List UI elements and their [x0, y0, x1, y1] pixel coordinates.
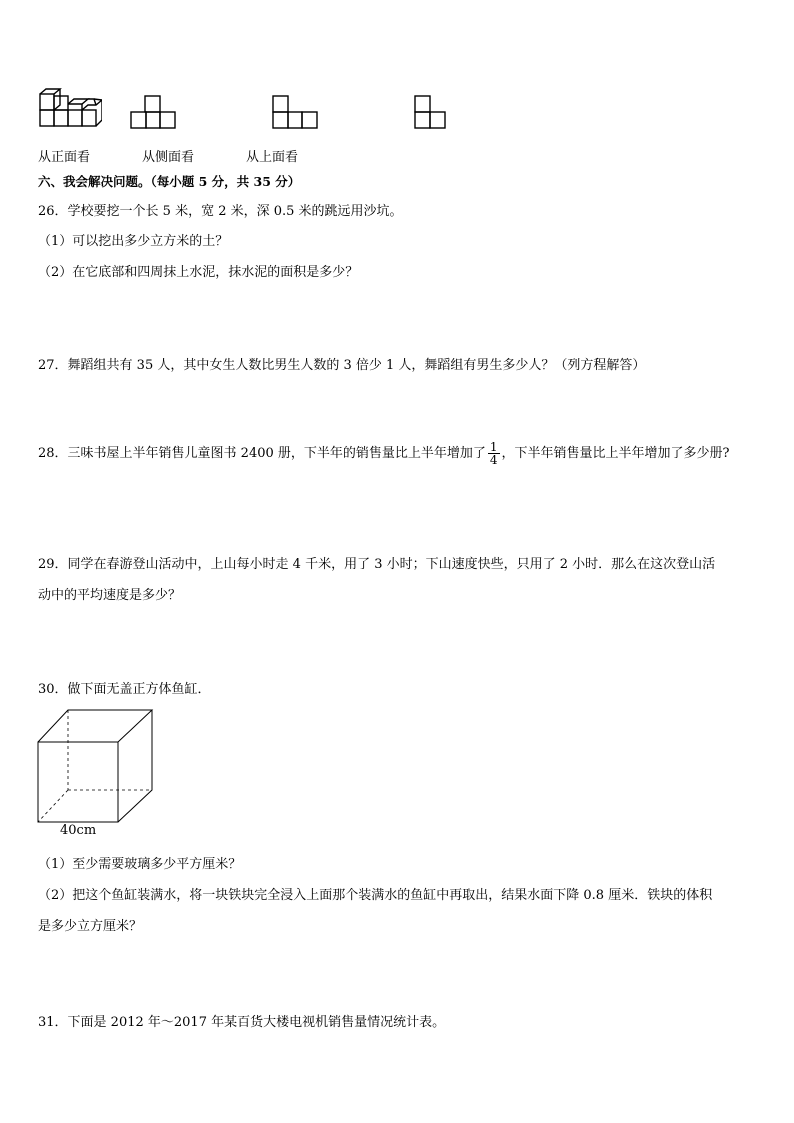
- extra-view-figure: [414, 94, 448, 130]
- q29-line2: 动中的平均速度是多少？: [38, 588, 182, 603]
- top-view-figure: [272, 94, 320, 130]
- fraction-one-quarter: [488, 441, 500, 466]
- label-front-view: 从正面看: [38, 150, 91, 165]
- q30-part2-line2: 是多少立方厘米？: [38, 919, 143, 934]
- fraction-numerator: 1: [489, 440, 498, 454]
- q28-text-before: 28．三味书屋上半年销售儿童图书 2400 册，下半年的销售量比上半年增加了: [38, 446, 486, 461]
- q30-part1: （1）至少需要玻璃多少平方厘米？: [38, 857, 242, 872]
- block-3d-figure: [38, 86, 102, 130]
- q28-text-after: ，下半年销售量比上半年增加了多少册?: [501, 446, 730, 461]
- fraction-denominator: 4: [489, 453, 498, 467]
- cube-figure: [36, 706, 156, 826]
- label-side-view: 从侧面看: [142, 150, 195, 165]
- q30-part2-line1: （2）把这个鱼缸装满水，将一块铁块完全浸入上面那个装满水的鱼缸中再取出，结果水面下降 0.8 厘米．铁块的体积: [38, 888, 713, 903]
- q28-stem: [38, 441, 730, 466]
- q30-stem: 30．做下面无盖正方体鱼缸．: [38, 682, 211, 697]
- q27-stem: 27．舞蹈组共有 35 人，其中女生人数比男生人数的 3 倍少 1 人，舞蹈组有男生多少人？（列方程解答）: [38, 358, 646, 373]
- cube-edge-label: 40cm: [60, 823, 97, 838]
- q26-stem: 26．学校要挖一个长 5 米，宽 2 米，深 0.5 米的跳远用沙坑。: [38, 204, 403, 219]
- q29-line1: 29．同学在春游登山活动中，上山每小时走 4 千米，用了 3 小时；下山速度快些，只用了 2 小时．那么在这次登山活: [38, 557, 716, 572]
- side-view-figure: [130, 94, 178, 130]
- q26-part2: （2）在它底部和四周抹上水泥，抹水泥的面积是多少？: [38, 265, 359, 280]
- label-top-view: 从上面看: [246, 150, 299, 165]
- q31-stem: 31．下面是 2012 年～2017 年某百货大楼电视机销售量情况统计表。: [38, 1015, 446, 1030]
- section-heading: 六、我会解决问题。（每小题 5 分，共 35 分）: [38, 174, 301, 189]
- q26-part1: （1）可以挖出多少立方米的土？: [38, 234, 229, 249]
